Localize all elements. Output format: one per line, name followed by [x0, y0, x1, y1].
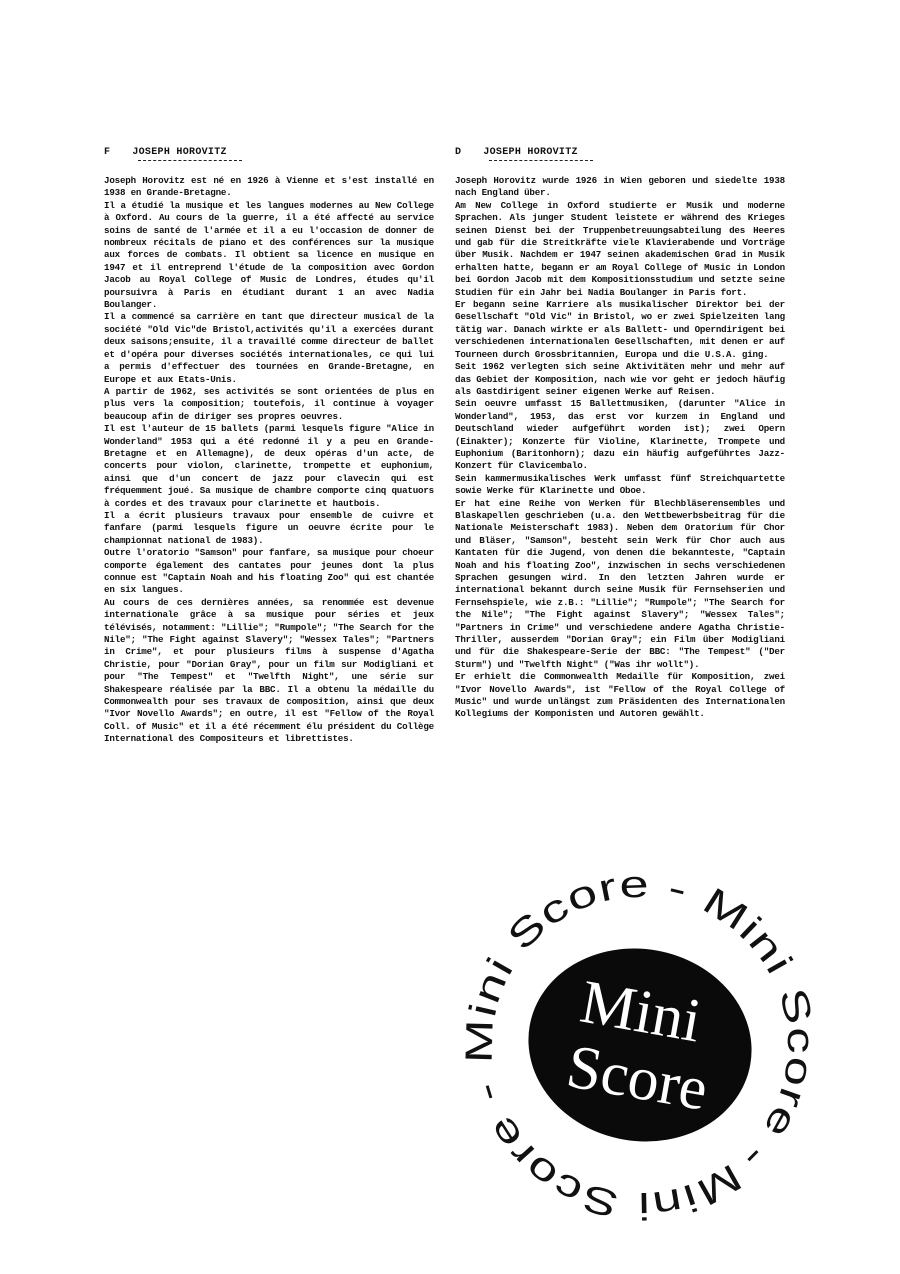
mini-score-stamp — [455, 860, 825, 1230]
stamp-ring-textpath: Mini Score - Mini Score - Mini Score - — [458, 863, 822, 1227]
french-heading — [104, 146, 434, 159]
french-paragraph: Joseph Horovitz est né en 1926 à Vienne et s'est installé en 1938 en Grande-Bretagne. — [104, 175, 434, 199]
french-paragraph: Il a écrit plusieurs travaux pour ensemble de cuivre et fanfare (parmi lesquels figure un oeuvre écrite pour le championnat national de 1983). — [104, 509, 434, 546]
french-paragraph: Il a commencé sa carrière en tant que directeur musical de la société "Old Vic"de Bristol,activités qu'il a exercées durant deux saisons;ensuite, il a travaillé comme directeur de ballet et d'opéra pour diverses sociétés internationales, ce qui lui a permis d'effectuer des tournées en Grande-Bretagne, en Europe et aux Etats-Unis. — [104, 311, 434, 385]
german-heading-underline — [489, 160, 593, 161]
german-paragraph: Sein kammermusikalisches Werk umfasst fünf Streichquartette sowie Werke für Klarinette und Oboe. — [455, 472, 785, 497]
french-lang-mark: F — [104, 147, 111, 158]
german-paragraph: Er erhielt die Commonwealth Medaille für Komposition, zwei "Ivor Novello Awards", ist "Fellow of the Royal College of Music" und wurde unlängst zum Präsidenten des Internationalen Kollegiums der Komponisten und Autoren gewählt. — [455, 671, 785, 720]
german-paragraph: Er hat eine Reihe von Werken für Blechbläserensembles und Blaskapellen geschrieben (u.a. den Wettbewerbsbeitrag für die Nationale Meisterschaft 1983). Neben dem Oratorium für Chor und Bläser, "Samson", besteht sein Werk für Chor auch aus Kantaten für die Jugend, von denen die bekannteste, "Captain Noah and his floating Zoo", inzwischen in sechs verschiedenen Sprachen gesungen wird. In den letzten Jahren wurde er international bekannt durch seine Musik für Fernsehserien und Fernsehspiele, wie z.B.: "Lillie"; "Rumpole"; "The Search for the Nile"; "The Fight against Slavery"; "Wessex Tales"; "Partners in Crime" und verschiedene andere Agatha Christie-Thriller, ausserdem "Dorian Gray"; ein Film über Modigliani und für die Shakespeare-Serie der BBC: "The Tempest" ("Der Sturm") und "Twelfth Night" ("Was ihr wollt"). — [455, 497, 785, 670]
german-paragraph: Sein oeuvre umfasst 15 Ballettmusiken, (darunter "Alice in Wonderland", 1953, das erst vor kurzem in England und Deutschland wieder aufgeführt worden ist); zwei Opern (Einakter); Konzerte für Violine, Klarinette, Trompete und Euphonium (Baritonhorn); dazu ein häufig aufgeführtes Jazz-Konzert für Clavicembalo. — [455, 398, 785, 472]
french-heading-underline — [138, 160, 242, 161]
german-heading — [455, 146, 785, 159]
french-paragraph: A partir de 1962, ses activités se sont orientées de plus en plus vers la composition; toutefois, il continue à voyager beaucoup afin de diriger ses propres oeuvres. — [104, 385, 434, 422]
german-column — [455, 146, 785, 721]
french-paragraph: Au cours de ces dernières années, sa renommée est devenue internationale grâce à sa musique pour séries et jeux télévisés, notamment: "Lillie"; "Rumpole"; "The Search for the Nile"; "The Fight against Slavery"; "Wessex Tales"; "Partners in Crime", et pour plusieurs films à suspense d'Agatha Christie, pour "Dorian Gray", pour un film sur Modigliani et pour "The Tempest" et "Twelfth Night", une série sur Shakespeare réalisée par la BBC. Il a obtenu la médaille du Commonwealth pour ses travaux de composition, ainsi que deux "Ivor Novello Awards"; en outre, il est "Fellow of the Royal Coll. of Music" et il a été récemment élu président du Collège International des Compositeurs et librettistes. — [104, 596, 434, 745]
german-paragraph: Er begann seine Karriere als musikalischer Direktor bei der Gesellschaft "Old Vic" in Bristol, wo er zwei Spielzeiten lang tätig war. Danach wirkte er als Ballett- und Operndirigent bei verschiedenen internationalen Gesellschaften, mit denen er auf Tourneen durch Grossbritannien, Europa und die U.S.A. ging. — [455, 299, 785, 360]
stamp-center-line2: Score — [561, 1032, 713, 1124]
german-title: JOSEPH HOROVITZ — [483, 147, 578, 158]
french-paragraph: Outre l'oratorio "Samson" pour fanfare, sa musique pour choeur comporte également des cantates pour jeunes dont la plus connue est "Captain Noah and his floating Zoo" qui est chantée en six langues. — [104, 547, 434, 596]
french-paragraph: Il a étudié la musique et les langues modernes au New College à Oxford. Au cours de la guerre, il a été affecté au service soins de santé de l'armée et il a eu l'occasion de donner de nombreux récitals de piano et des conférences sur la musique aux forces de combats. Il obtient sa licence en musique en 1947 et il entreprend l'étude de la composition avec Gordon Jacob au Royal College of Music de Londres, études qu'il poursuivra à Paris en étudiant durant 1 an avec Nadia Boulanger. — [104, 199, 434, 311]
french-title: JOSEPH HOROVITZ — [132, 147, 227, 158]
german-paragraph: Seit 1962 verlegten sich seine Aktivitäten mehr und mehr auf das Gebiet der Komposition, nach wie vor geht er jedoch häufig als Gastdirigent seiner eigenen Werke auf Reisen. — [455, 361, 785, 397]
french-paragraph: Il est l'auteur de 15 ballets (parmi lesquels figure "Alice in Wonderland" 1953 qui a été redonné il y a peu en Grande-Bretagne et en Allemagne), de deux opéras d'un acte, de concerts pour violon, clarinette, trompette et euphonium, ainsi que d'un concert de jazz pour clavecin qui est fréquemment joué. Sa musique de chambre comporte cinq quatuors à cordes et des travaux pour clarinette et hautbois. — [104, 423, 434, 509]
german-lang-mark: D — [455, 147, 462, 158]
french-column — [104, 146, 434, 746]
stamp-center-line1: Mini — [575, 967, 707, 1056]
german-paragraph: Joseph Horovitz wurde 1926 in Wien geboren und siedelte 1938 nach England über. — [455, 175, 785, 199]
german-paragraph: Am New College in Oxford studierte er Musik und moderne Sprachen. Als junger Student leistete er während des Krieges seinen Dienst bei der Truppenbetreuungsabteilung des Heeres und gab für die Streitkräfte viele Klavierabende und Vorträge über Musik. Nachdem er 1947 seinen akademischen Grad in Musik erhalten hatte, begann er am Royal College of Music in London bei Gordon Jacob mit dem Kompositionsstudium und setzte seine Studien für ein Jahr bei Nadia Boulanger in Paris fort. — [455, 199, 785, 298]
